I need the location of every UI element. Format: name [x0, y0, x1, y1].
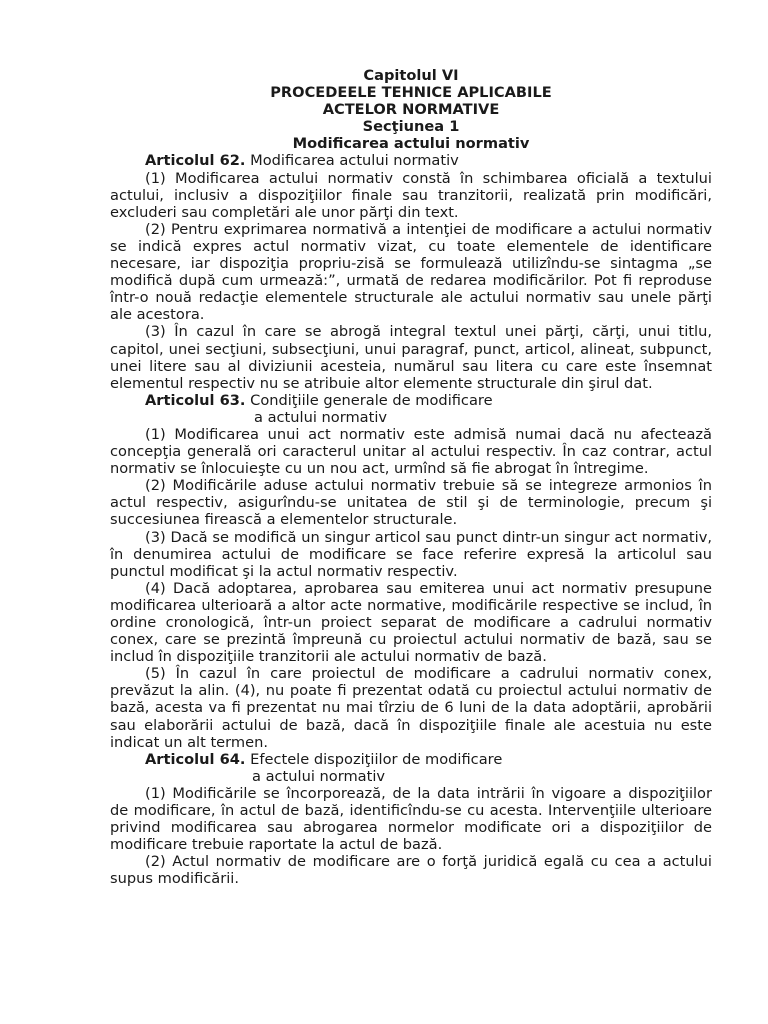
article-number: Articolul 64. [145, 750, 246, 768]
article-62-paragraph-2: (2) Pentru exprimarea normativă a intenţiei de modificare a actului normativ se indică expres actul normativ vizat, cu toate elementele de identificare necesare, iar dispoziţia propriu-zisă se formulează utilizîndu-se sintagma „se modifică după cum urmează:”, urmată de redarea modificărilor. Pot fi reproduse într-o nouă redacţie elementele structurale ale actului normativ sau unele părţi ale acestora. [110, 220, 712, 324]
article-64-title [110, 751, 712, 785]
article-64-paragraph-2: (2) Actul normativ de modificare are o forţă juridică egală cu cea a actului supus modificării. [110, 853, 712, 888]
article-62-paragraph-3: (3) În cazul în care se abrogă integral textul unei părţi, cărţi, unui titlu, capitol, unei secţiuni, subsecţiuni, unui paragraf, punct, articol, alineat, subpunct, unei litere sau al diviziunii acesteia, numărul sau litera cu care este însemnat elementul respectiv nu se atribuie altor elemente structurale din şirul dat. [110, 323, 712, 392]
article-64-paragraph-1: (1) Modificările se încorporează, de la data intrării în vigoare a dispoziţiilor de modificare, în actul de bază, identificîndu-se cu acesta. Intervenţiile ulterioare privind modificarea sau abrogarea normelor modificate ori a dispoziţiilor de modificare trebuie raportate la actul de bază. [110, 784, 712, 854]
chapter-heading [110, 67, 712, 152]
article-title-text: Modificarea actului normativ [250, 152, 459, 170]
chapter-title-line-2: ACTELOR NORMATIVE [322, 101, 500, 119]
chapter-title-line-1: PROCEDEELE TEHNICE APLICABILE [270, 84, 552, 102]
article-title-continuation: a actului normativ [254, 408, 388, 426]
article-63-paragraph-2: (2) Modificările aduse actului normativ trebuie să se integreze armonios în actul respectiv, asigurîndu-se unitatea de stil şi de terminologie, precum şi succesiunea firească a elementelor structurale. [110, 477, 712, 529]
article-63-paragraph-4: (4) Dacă adoptarea, aprobarea sau emiterea unui act normativ presupune modificarea ulterioară a altor acte normative, modificările respective se includ, în ordine cronologică, într-un proiect separat de modificare a cadrului normativ conex, care se prezintă împreună cu proiectul actului normativ de bază, sau se includ în dispoziţiile tranzitorii ale actului normativ de bază. [110, 579, 712, 666]
article-title-continuation: a actului normativ [252, 767, 386, 785]
article-title-text: Efectele dispoziţiilor de modificare [250, 750, 503, 768]
section-label: Secţiunea 1 [362, 118, 460, 136]
article-63-paragraph-1: (1) Modificarea unui act normativ este admisă numai dacă nu afectează concepţia generală ori caracterul unitar al actului respectiv. În caz contrar, actul normativ se înlocuieşte cu un nou act, urmînd să fie abrogat în întregime. [110, 425, 712, 478]
chapter-label: Capitolul VI [363, 67, 459, 84]
article-63-title [110, 392, 712, 426]
article-title-text: Condiţiile generale de modificare [250, 391, 493, 409]
article-number: Articolul 63. [145, 391, 246, 409]
article-62-paragraph-1: (1) Modificarea actului normativ constă în schimbarea oficială a textului actului, inclusiv a dispoziţiilor finale sau tranzitorii, realizată prin modificări, excluderi sau completări ale unor părţi din text. [110, 169, 712, 221]
article-63-paragraph-3: (3) Dacă se modifică un singur articol sau punct dintr-un singur act normativ, în denumirea actului de modificare se face referire expresă la articolul sau punctul modificat şi la actul normativ respectiv. [110, 528, 712, 580]
article-62-title [110, 152, 712, 169]
article-63-paragraph-5: (5) În cazul în care proiectul de modificare a cadrului normativ conex, prevăzut la alin. (4), nu poate fi prezentat odată cu proiectul actului normativ de bază, acesta va fi prezentat nu mai tîrziu de 6 luni de la data adoptării, aprobării sau elaborării actului de bază, dacă în dispoziţiile finale ale acestuia nu este indicat un alt termen. [110, 665, 712, 751]
article-number: Articolul 62. [145, 152, 246, 170]
section-title: Modificarea actului normativ [292, 135, 530, 153]
